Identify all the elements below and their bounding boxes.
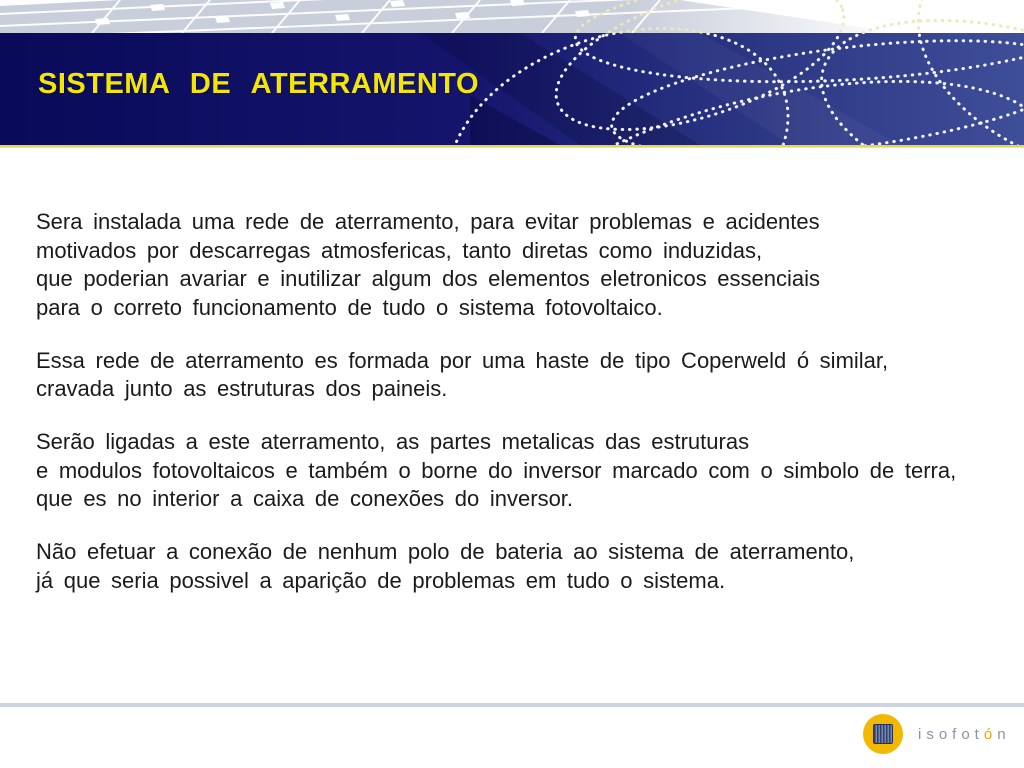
- logo-text-accent: ó: [983, 726, 998, 743]
- text-line: e modulos fotovoltaicos e também o borne do inversor marcado com o simbolo de terra,: [36, 457, 957, 483]
- paragraph-1: [36, 208, 1011, 322]
- text-line: Essa rede de aterramento es formada por uma haste de tipo Coperweld ó similar,: [36, 347, 889, 373]
- logo-wordmark: [918, 727, 1011, 742]
- logo-sun-circle-icon: [863, 714, 903, 754]
- header-underline: [0, 145, 1024, 148]
- isofoton-logo: [863, 714, 1024, 756]
- logo-solar-panel-icon: [873, 724, 893, 744]
- logo-text-post: n: [997, 726, 1011, 743]
- text-line: Não efetuar a conexão de nenhum polo de bateria ao sistema de aterramento,: [36, 539, 855, 564]
- paragraph-3: [36, 428, 1011, 514]
- paragraph-2: [36, 347, 1011, 404]
- text-line: para o correto funcionamento de tudo o sistema fotovoltaico.: [36, 294, 663, 320]
- slide-title: SISTEMA DE ATERRAMENTO: [38, 68, 480, 100]
- text-line: motivados por descarregas atmosfericas, tanto diretas como induzidas,: [36, 237, 763, 263]
- text-line: já que seria possivel a aparição de problemas em tudo o sistema.: [36, 567, 726, 593]
- text-line: que es no interior a caixa de conexões do inversor.: [36, 486, 574, 511]
- text-line: Serão ligadas a este aterramento, as partes metalicas das estruturas: [36, 429, 750, 454]
- text-line: cravada junto as estruturas dos paineis.: [36, 376, 448, 401]
- logo-text-pre: isofot: [918, 726, 984, 743]
- text-line: Sera instalada uma rede de aterramento, para evitar problemas e acidentes: [36, 209, 820, 234]
- text-line: que poderian avariar e inutilizar algum dos elementos eletronicos essenciais: [36, 266, 821, 291]
- paragraph-4: [36, 538, 1011, 595]
- slide-body: [36, 208, 1011, 620]
- footer-divider: [0, 703, 1024, 707]
